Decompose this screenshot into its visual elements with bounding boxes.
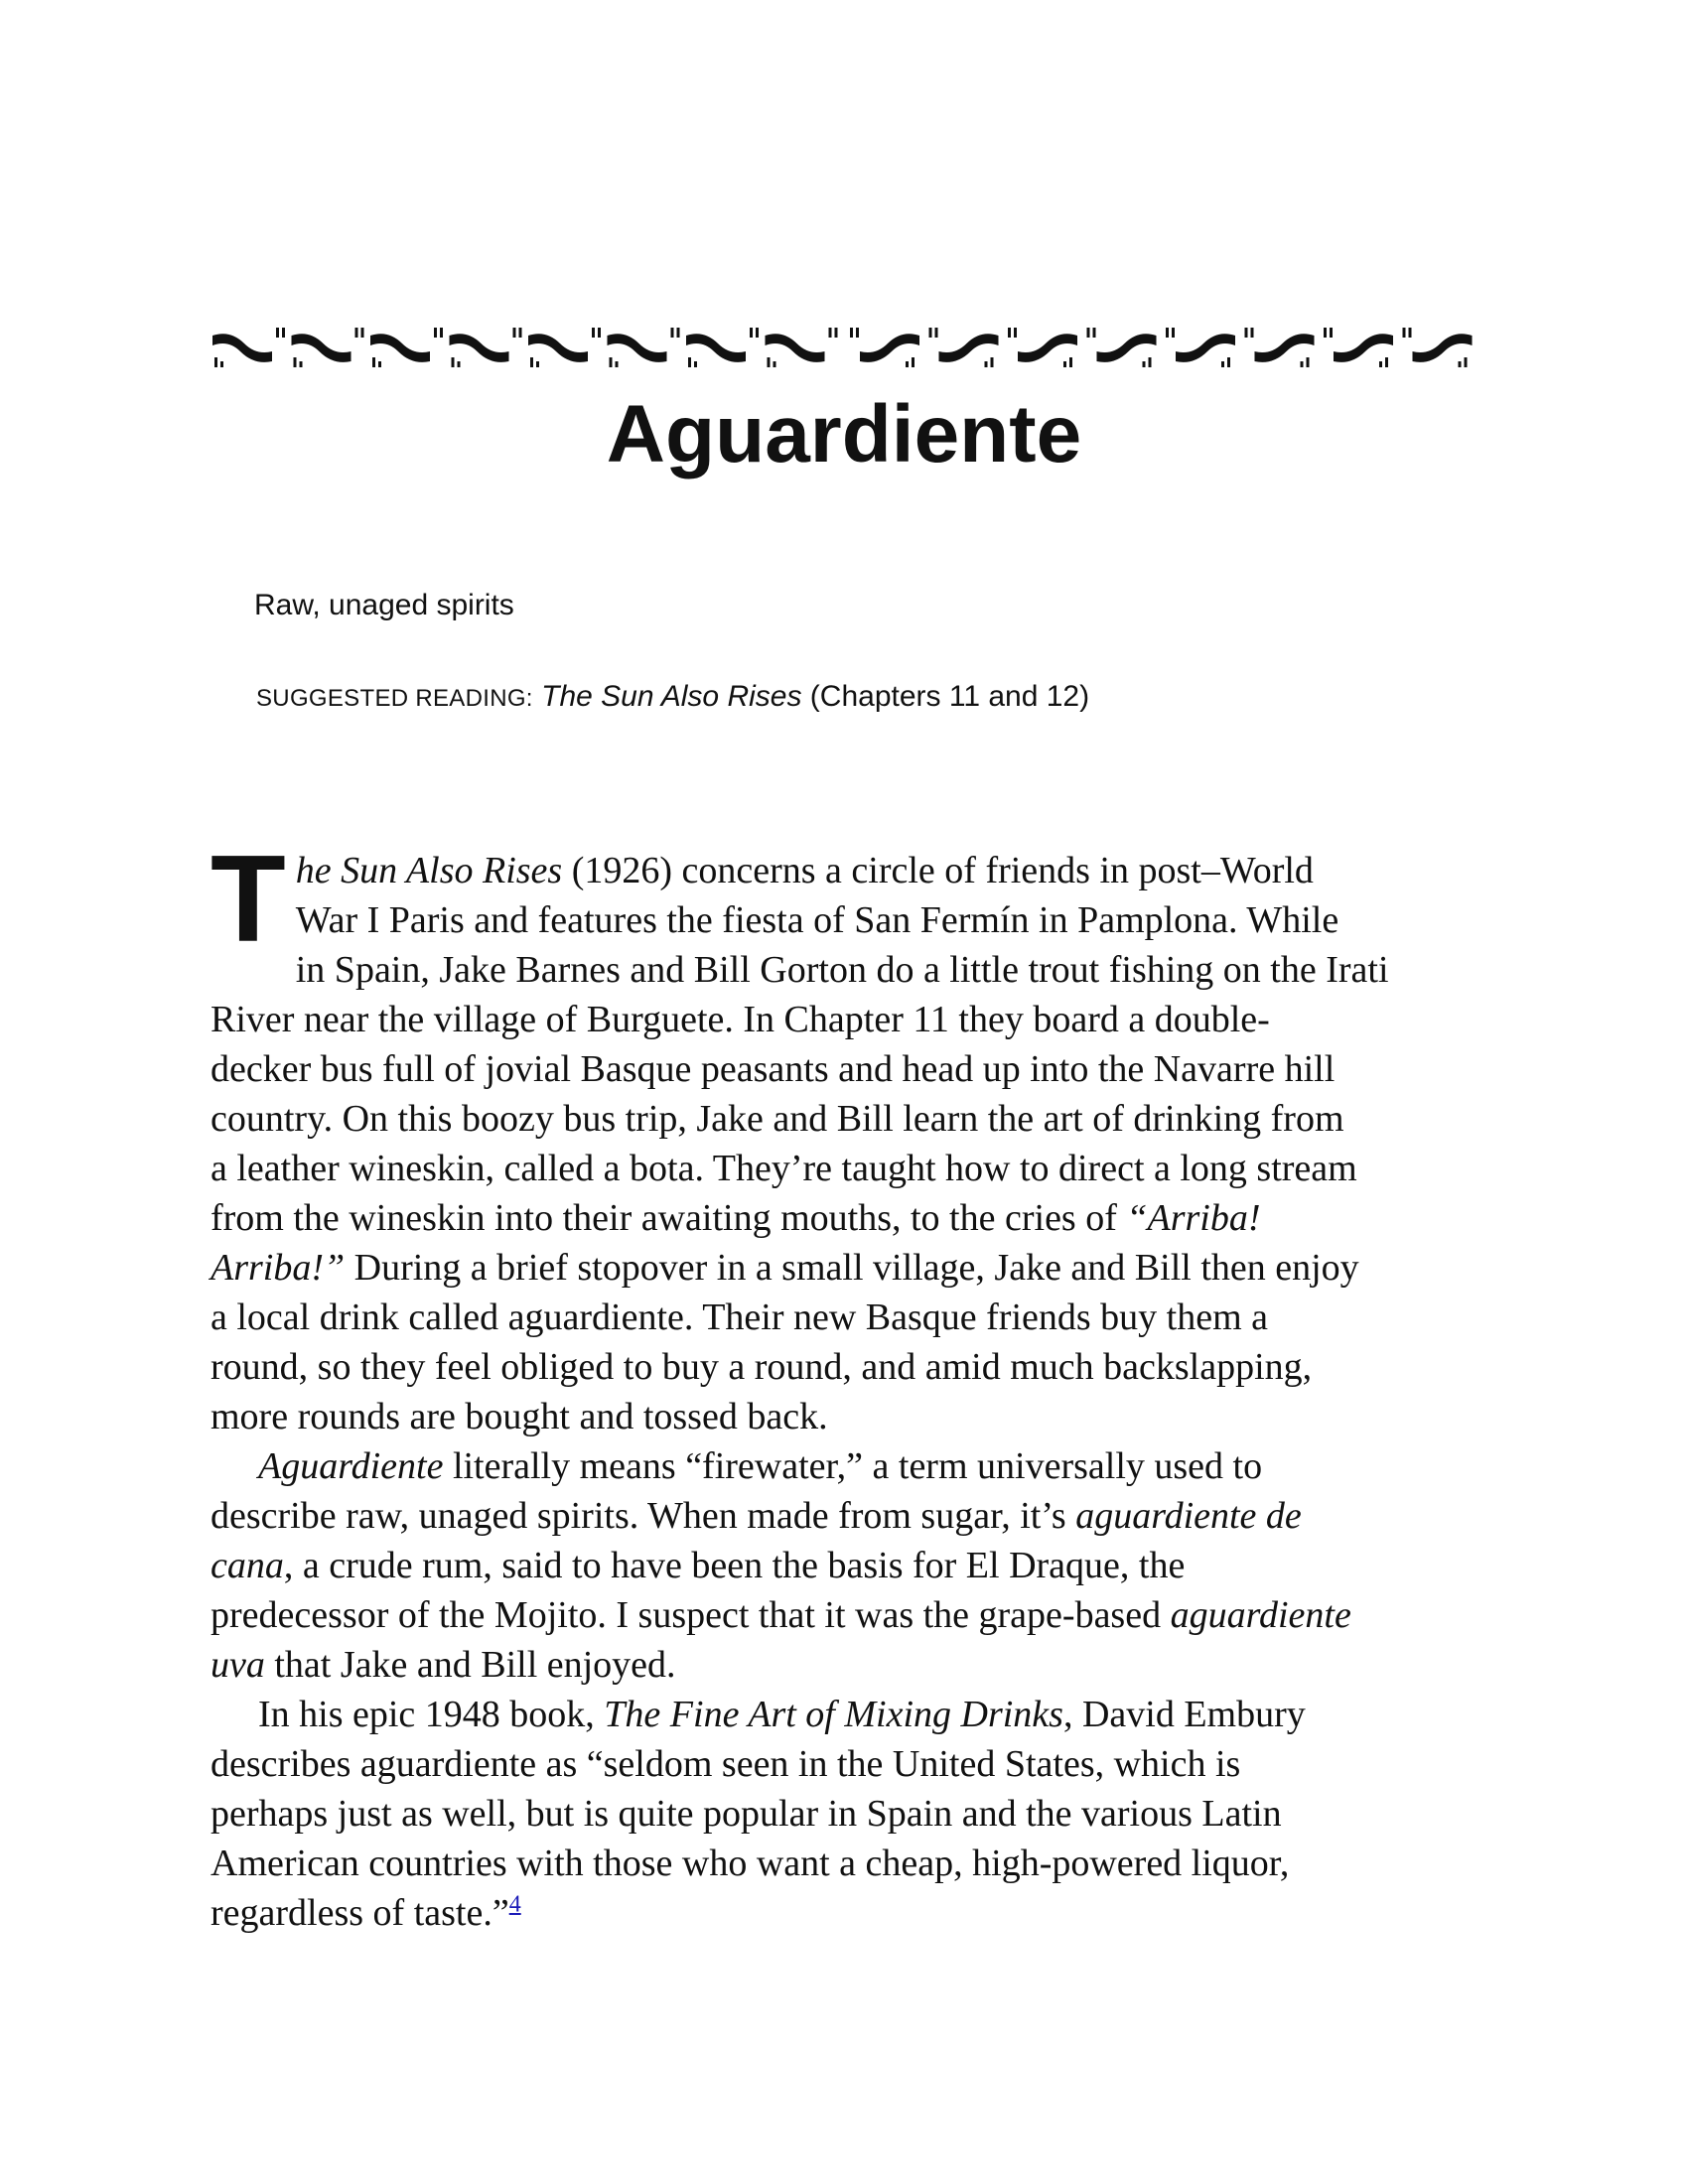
chapter-title: Aguardiente	[606, 389, 1082, 479]
quote-italic: Arriba!”	[211, 1247, 346, 1289]
footnote-link[interactable]: 4	[508, 1891, 521, 1918]
body-text: , a crude rum, said to have been the basis for El Draque, the	[283, 1545, 1186, 1586]
drop-cap: T	[211, 831, 286, 968]
book-title-italic: he Sun Also Rises	[295, 850, 563, 891]
suggested-reading-book: The Sun Also Rises	[541, 680, 802, 713]
suggested-reading-label: SUGGESTED READING:	[256, 685, 533, 712]
chapter-subtitle: Raw, unaged spirits	[254, 589, 514, 621]
body-line: American countries with those who want a cheap, high-powered liquor,	[211, 1843, 1290, 1884]
body-line: more rounds are bought and tossed back.	[211, 1396, 828, 1437]
chain-border-ornament-icon	[211, 322, 1475, 373]
body-text: predecessor of the Mojito. I suspect that it was the grape-based	[211, 1594, 1171, 1636]
quote-italic: “Arriba!	[1126, 1197, 1261, 1239]
body-line: describes aguardiente as “seldom seen in the United States, which is	[211, 1743, 1241, 1785]
body-line: decker bus full of jovial Basque peasants and head up into the Navarre hill	[211, 1048, 1336, 1090]
body-text: In his epic 1948 book,	[258, 1694, 605, 1735]
body-line: country. On this boozy bus trip, Jake and Bill learn the art of drinking from	[211, 1098, 1344, 1140]
body-text: describe raw, unaged spirits. When made from sugar, it’s	[211, 1495, 1076, 1537]
body-text: literally means “firewater,” a term universally used to	[443, 1445, 1263, 1487]
body-text: (1926) concerns a circle of friends in post–World	[562, 850, 1314, 891]
body-text: During a brief stopover in a small village, Jake and Bill then enjoy	[345, 1247, 1359, 1289]
term-italic: uva	[211, 1644, 265, 1686]
paragraph-1	[211, 831, 1486, 1441]
body-line: perhaps just as well, but is quite popular in Spain and the various Latin	[211, 1793, 1282, 1835]
body-text: regardless of taste.”	[211, 1892, 509, 1934]
book-title-italic: The Fine Art of Mixing Drinks	[604, 1694, 1063, 1735]
body-text: that Jake and Bill enjoyed.	[264, 1644, 676, 1686]
body-line: a local drink called aguardiente. Their new Basque friends buy them a	[211, 1297, 1269, 1338]
term-italic: Aguardiente	[258, 1445, 444, 1487]
body-line: in Spain, Jake Barnes and Bill Gorton do a little trout fishing on the Irati	[295, 949, 1389, 991]
term-italic: cana	[211, 1545, 284, 1586]
body-line: River near the village of Burguete. In Chapter 11 they board a double-	[211, 999, 1270, 1040]
term-italic: aguardiente de	[1075, 1495, 1302, 1537]
suggested-reading-chapters: (Chapters 11 and 12)	[801, 680, 1090, 713]
paragraph-3	[211, 1690, 1486, 1938]
paragraph-2	[211, 1441, 1486, 1690]
body-line: a leather wineskin, called a bota. They’re taught how to direct a long stream	[211, 1148, 1357, 1189]
body-line: round, so they feel obliged to buy a round, and amid much backslapping,	[211, 1346, 1313, 1388]
chapter-body	[211, 831, 1486, 1938]
suggested-reading	[256, 677, 1089, 719]
term-italic: aguardiente	[1170, 1594, 1351, 1636]
body-text: , David Embury	[1062, 1694, 1306, 1735]
body-line: War I Paris and features the fiesta of San Fermín in Pamplona. While	[295, 899, 1339, 941]
body-text: from the wineskin into their awaiting mouths, to the cries of	[211, 1197, 1127, 1239]
